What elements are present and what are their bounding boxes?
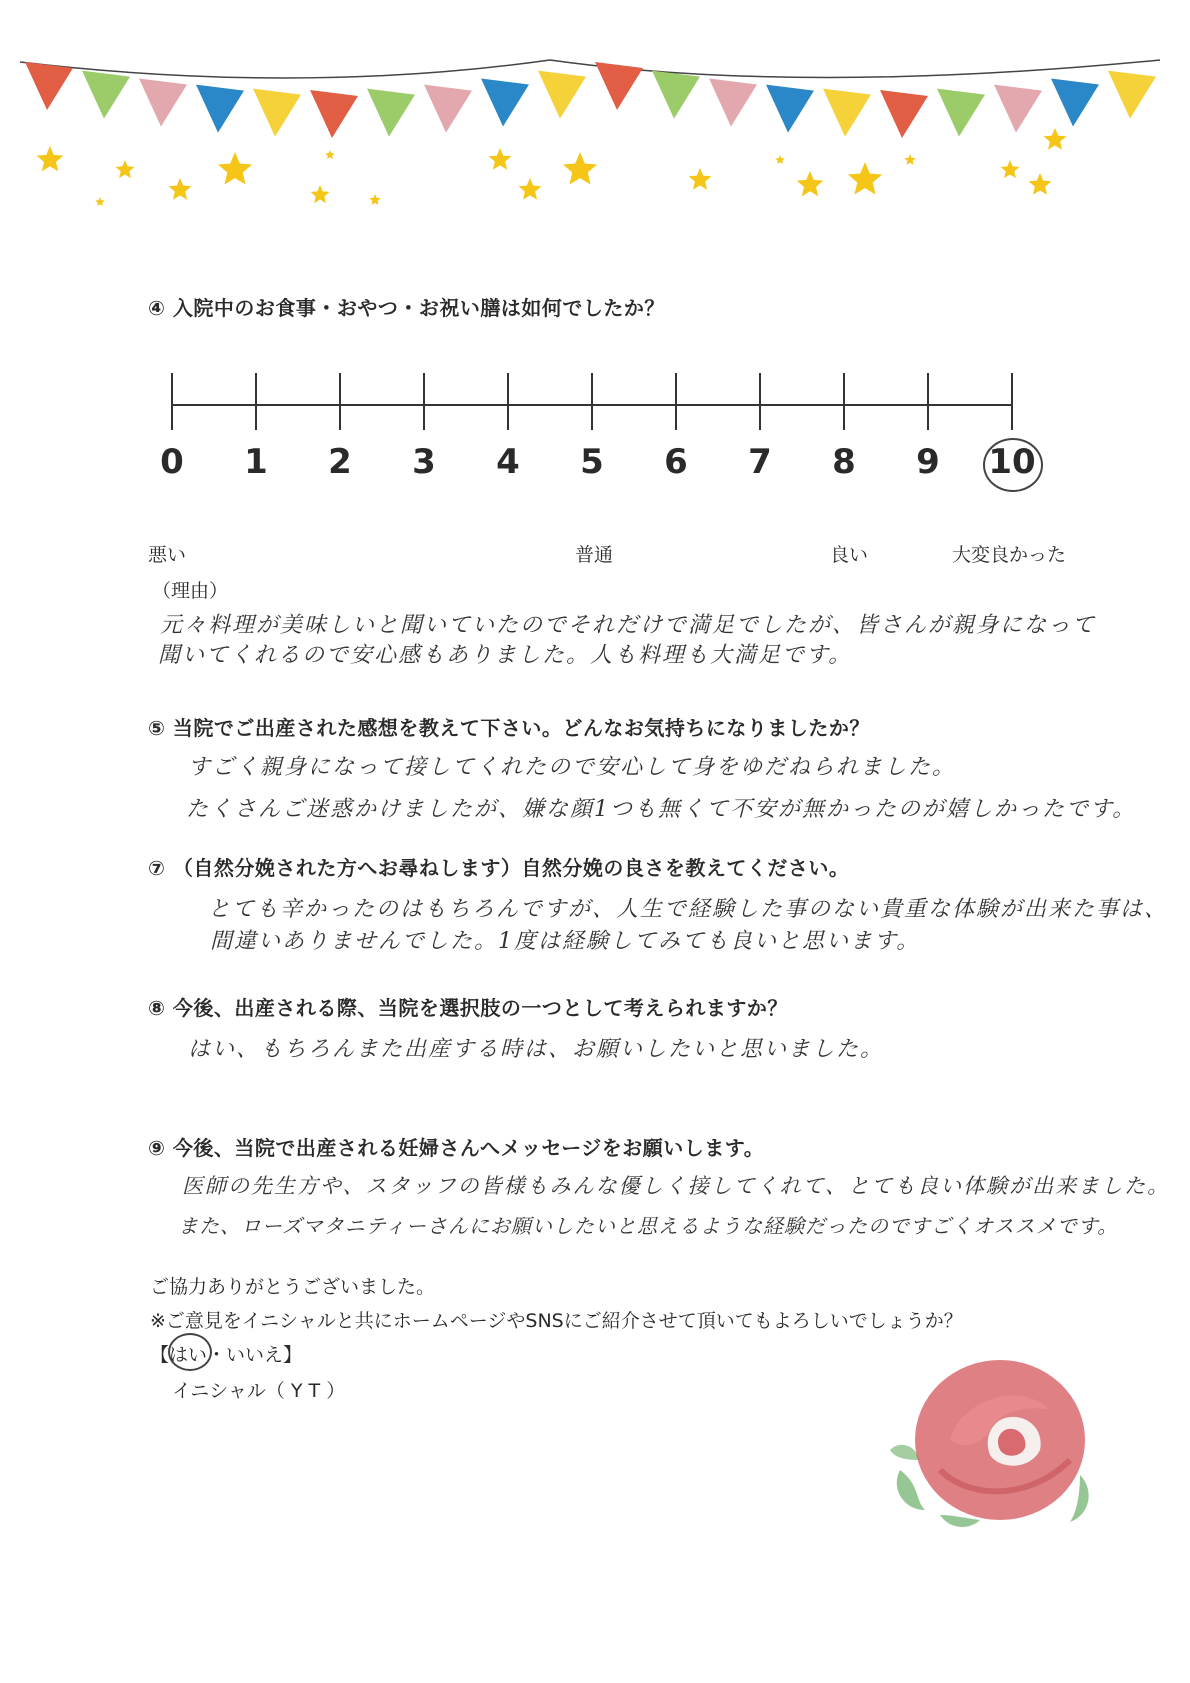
bunting-flag — [766, 85, 814, 133]
star-icon — [797, 171, 824, 196]
bunting-decoration — [0, 40, 1190, 240]
bunting-flag — [367, 89, 415, 137]
star-icon — [369, 194, 380, 205]
bunting-flag — [481, 78, 529, 126]
bunting-flag — [823, 89, 871, 137]
label-normal: 普通 — [575, 544, 614, 566]
bunting-flag — [196, 85, 244, 133]
star-icon — [37, 146, 64, 171]
bunting-flag — [652, 71, 700, 119]
q5-answer-line-2: たくさんご迷惑かけましたが、嫌な顔1つも無くて不安が無かったのが嬉しかったです。 — [186, 797, 1137, 822]
bunting-flag — [994, 85, 1042, 133]
consent-answer: 【はい・いいえ】 — [150, 1344, 303, 1366]
scale-number: 3 — [412, 442, 436, 482]
bunting-flag — [937, 89, 985, 137]
star-icon — [115, 160, 134, 178]
q5-answer-line-1: すごく親身になって接してくれたので安心して身をゆだねられました。 — [188, 755, 957, 780]
star-icon — [1044, 128, 1067, 150]
star-icon — [689, 168, 712, 190]
star-icon — [775, 155, 785, 164]
star-icon — [848, 162, 882, 195]
bunting-flag — [424, 85, 472, 133]
q4-reason-line-2: 聞いてくれるので安心感もありました。人も料理も大満足です。 — [158, 643, 853, 668]
label-good: 良い — [830, 544, 869, 566]
thanks-text: ご協力ありがとうございました。 — [150, 1276, 436, 1298]
rating-scale — [150, 370, 1030, 430]
bunting-flag — [310, 90, 358, 138]
star-icon — [95, 197, 105, 206]
star-icon — [169, 178, 192, 200]
q9-answer-line-2: また、ローズマタニティーさんにお願いしたいと思えるような経験だったのですごくオススメです。 — [178, 1214, 1119, 1238]
label-great: 大変良かった — [952, 544, 1067, 566]
question-4-title: ④ 入院中のお食事・おやつ・お祝い膳は如何でしたか？ — [148, 296, 665, 320]
scale-number: 6 — [664, 442, 688, 482]
scale-number: 7 — [748, 442, 772, 482]
initials: イニシャル（ Y T ） — [172, 1380, 346, 1402]
q7-answer-line-1: とても辛かったのはもちろんですが、人生で経験した事のない貴重な体験が出来た事は、 — [208, 897, 1169, 922]
bunting-flag — [82, 71, 130, 119]
star-icon — [1029, 173, 1052, 195]
question-9-title: ⑨ 今後、当院で出産される妊婦さんへメッセージをお願いします。 — [148, 1136, 765, 1160]
question-7-title: ⑦ （自然分娩された方へお尋ねします）自然分娩の良さを教えてください。 — [148, 856, 850, 880]
bunting-flag — [538, 71, 586, 119]
scale-number: 5 — [580, 442, 604, 482]
yes-selected-circle — [168, 1333, 212, 1371]
label-bad: 悪い — [148, 544, 187, 566]
bunting-flag — [253, 89, 301, 137]
bunting-flag — [880, 90, 928, 138]
star-icon — [519, 178, 542, 200]
selected-rating-circle — [983, 438, 1043, 492]
q8-answer-line-1: はい、もちろんまた出産する時は、お願いしたいと思いました。 — [188, 1037, 885, 1062]
scale-number: 10 — [988, 442, 1036, 482]
star-icon — [218, 152, 252, 185]
star-icon — [325, 150, 335, 159]
scale-number: 4 — [496, 442, 520, 482]
bunting-flag — [1051, 78, 1099, 126]
q4-reason-line-1: 元々料理が美味しいと聞いていたのでそれだけで満足でしたが、皆さんが親身になって — [160, 613, 1097, 638]
star-icon — [310, 185, 329, 203]
star-icon — [489, 148, 512, 170]
question-8-title: ⑧ 今後、出産される際、当院を選択肢の一つとして考えられますか？ — [148, 996, 788, 1020]
star-icon — [563, 152, 597, 185]
bunting-flag — [1108, 71, 1156, 119]
bunting-flag — [595, 62, 643, 110]
scale-number: 2 — [328, 442, 352, 482]
bunting-flag — [25, 62, 73, 110]
reason-label: （理由） — [152, 580, 229, 602]
scale-number: 0 — [160, 442, 184, 482]
q9-answer-line-1: 医師の先生方や、スタッフの皆様もみんな優しく接してくれて、とても良い体験が出来ました。 — [182, 1174, 1171, 1198]
scale-number: 1 — [244, 442, 268, 482]
scale-number: 8 — [832, 442, 856, 482]
star-icon — [904, 154, 915, 165]
scale-number: 9 — [916, 442, 940, 482]
rose-illustration — [880, 1350, 1110, 1560]
star-icon — [1000, 160, 1019, 178]
q7-answer-line-2: 間違いありませんでした。1度は経験してみても良いと思います。 — [210, 929, 921, 954]
bunting-flag — [139, 78, 187, 126]
consent-question: ※ご意見をイニシャルと共にホームページやSNSにご紹介させて頂いてもよろしいでしょうか？ — [150, 1310, 963, 1332]
question-5-title: ⑤ 当院でご出産された感想を教えて下さい。どんなお気持ちになりましたか？ — [148, 716, 870, 740]
bunting-flag — [709, 78, 757, 126]
